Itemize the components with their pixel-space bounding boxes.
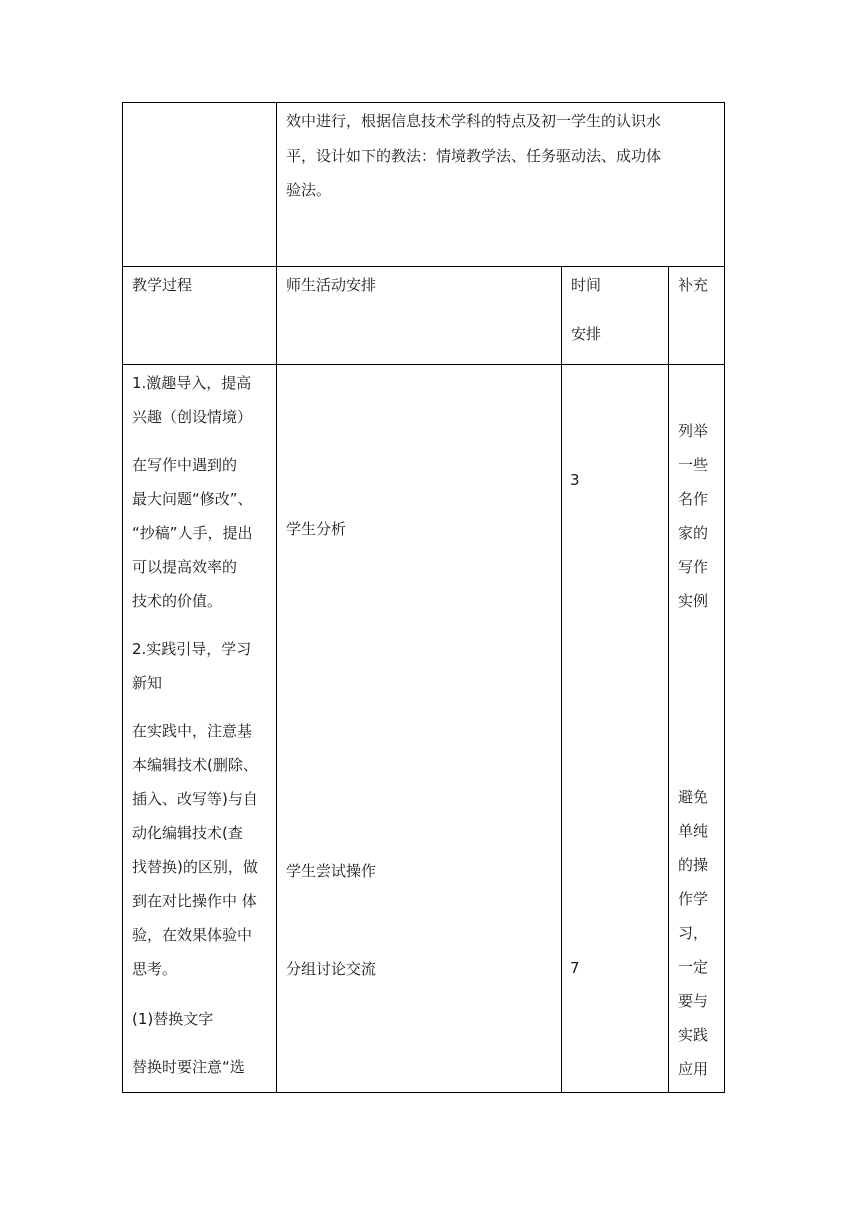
header-activity: 师生活动安排 xyxy=(286,276,377,294)
process-line: 思考。 xyxy=(132,960,178,978)
header-supplement: 补充 xyxy=(678,276,709,294)
process-line: 本编辑技术(删除、 xyxy=(132,756,258,774)
process-line: “抄稿”人手，提出 xyxy=(132,524,253,542)
supplement-line: 写作 xyxy=(678,558,709,576)
process-line: 在实践中，注意基 xyxy=(132,722,253,740)
supplement-line: 实践 xyxy=(678,1026,709,1044)
column-divider-process xyxy=(276,102,277,1093)
table-border-left xyxy=(122,102,123,1093)
table-row-divider xyxy=(122,266,725,267)
supplement-line: 一些 xyxy=(678,456,709,474)
process-line: 可以提高效率的 xyxy=(132,558,238,576)
table-border-bottom xyxy=(122,1092,725,1093)
activity-item: 分组讨论交流 xyxy=(286,960,377,978)
table-border-right xyxy=(724,102,725,1093)
process-line: 2.实践引导，学习 xyxy=(132,640,252,658)
column-divider-time xyxy=(561,266,562,1093)
process-line: 兴趣（创设情境） xyxy=(132,408,253,426)
supplement-line: 名作 xyxy=(678,490,709,508)
intro-line: 平，设计如下的教法：情境教学法、任务驱动法、成功体 xyxy=(286,147,662,165)
supplement-line: 列举 xyxy=(678,422,709,440)
activity-item: 学生分析 xyxy=(286,520,347,538)
header-time: 时间 xyxy=(571,276,602,294)
supplement-line: 单纯 xyxy=(678,822,709,840)
process-line: (1)替换文字 xyxy=(132,1010,214,1028)
process-line: 1.激趣导入，提高 xyxy=(132,374,252,392)
activity-item: 学生尝试操作 xyxy=(286,862,377,880)
supplement-line: 一定 xyxy=(678,958,709,976)
supplement-line: 作学 xyxy=(678,890,709,908)
process-line: 动化编辑技术(查 xyxy=(132,824,243,842)
process-line: 找替换)的区别，做 xyxy=(132,858,258,876)
table-border-top xyxy=(122,102,725,103)
supplement-line: 的操 xyxy=(678,856,709,874)
table-header-divider xyxy=(122,364,725,365)
intro-line: 验法。 xyxy=(286,181,332,199)
process-line: 新知 xyxy=(132,674,163,692)
time-value: 3 xyxy=(570,471,580,489)
supplement-line: 要与 xyxy=(678,992,709,1010)
time-value: 7 xyxy=(570,959,580,977)
process-line: 替换时要注意“选 xyxy=(132,1058,245,1076)
intro-line: 效中进行，根据信息技术学科的特点及初一学生的认识水 xyxy=(286,112,662,130)
process-line: 在写作中遇到的 xyxy=(132,456,238,474)
process-line: 最大问题“修改”、 xyxy=(132,490,253,508)
supplement-line: 习， xyxy=(678,924,709,942)
process-line: 验，在效果体验中 xyxy=(132,926,253,944)
supplement-line: 家的 xyxy=(678,524,709,542)
supplement-line: 应用 xyxy=(678,1060,709,1078)
column-divider-supplement xyxy=(668,266,669,1093)
supplement-line: 避免 xyxy=(678,788,709,806)
header-process: 教学过程 xyxy=(132,276,193,294)
supplement-line: 实例 xyxy=(678,592,709,610)
process-line: 到在对比操作中 体 xyxy=(132,892,257,910)
process-line: 技术的价值。 xyxy=(132,592,223,610)
header-time: 安排 xyxy=(571,325,602,343)
process-line: 插入、改写等)与自 xyxy=(132,790,258,808)
